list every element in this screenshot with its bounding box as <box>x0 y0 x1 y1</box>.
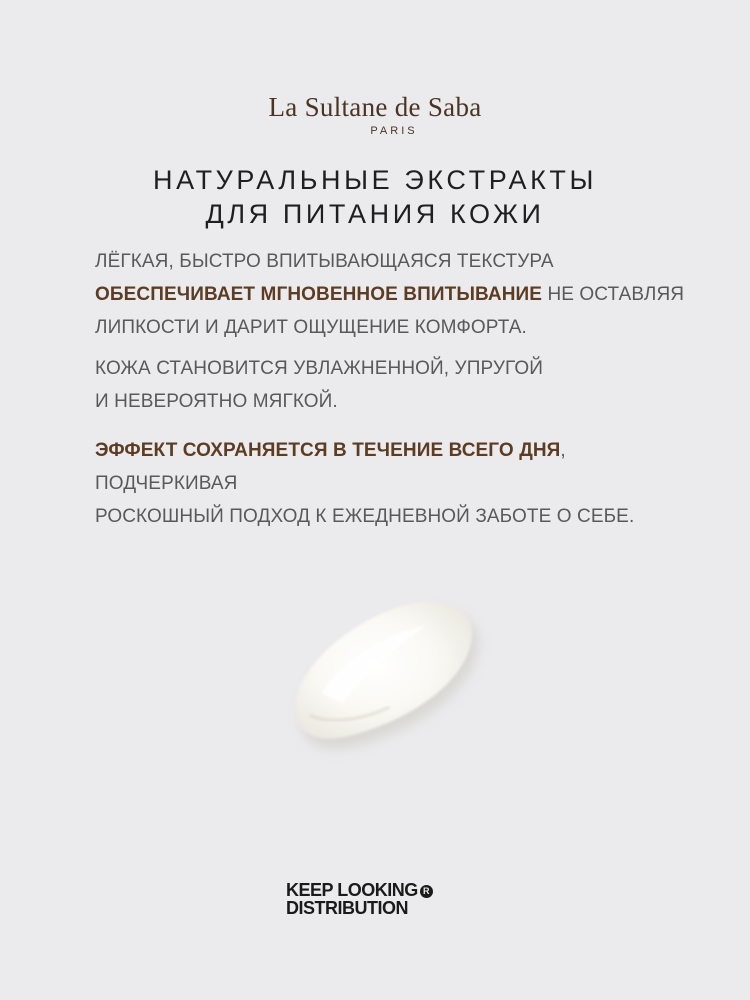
brand-name: La Sultane de Saba <box>268 92 482 122</box>
paragraph-line: И НЕВЕРОЯТНО МЯГКОЙ. <box>95 391 338 412</box>
distributor-logo <box>286 881 433 917</box>
paragraph-line <box>95 434 695 500</box>
paragraph-line <box>95 278 695 311</box>
paragraph-skin <box>95 352 695 418</box>
paragraph-line: ЛИПКОСТИ И ДАРИТ ОЩУЩЕНИЕ КОМФОРТА. <box>95 317 527 338</box>
paragraph-effect <box>95 434 695 533</box>
paragraph-text: НЕ ОСТАВЛЯЯ <box>542 284 685 305</box>
paragraph-line: РОСКОШНЫЙ ПОДХОД К ЕЖЕДНЕВНОЙ ЗАБОТЕ О СЕБЕ. <box>95 506 635 527</box>
distributor-name: KEEP LOOKING <box>286 880 418 900</box>
paragraph-line: ЛЁГКАЯ, БЫСТРО ВПИТЫВАЮЩАЯСЯ ТЕКСТУРА <box>95 251 554 272</box>
registered-icon: R <box>420 885 433 898</box>
headline-line-2: ДЛЯ ПИТАНИЯ КОЖИ <box>205 199 545 229</box>
paragraph-text: , ПОДЧЕРКИВАЯ <box>95 440 566 494</box>
highlight-text: ЭФФЕКТ СОХРАНЯЕТСЯ В ТЕЧЕНИЕ ВСЕГО ДНЯ <box>95 440 561 461</box>
brand-logo <box>0 92 750 137</box>
paragraph-line: КОЖА СТАНОВИТСЯ УВЛАЖНЕННОЙ, УПРУГОЙ <box>95 358 543 379</box>
distributor-line-2: DISTRIBUTION <box>286 898 408 918</box>
headline-line-1: НАТУРАЛЬНЫЕ ЭКСТРАКТЫ <box>152 165 598 195</box>
headline <box>0 163 750 231</box>
brand-city: PARIS <box>370 125 418 137</box>
highlight-text: ОБЕСПЕЧИВАЕТ МГНОВЕННОЕ ВПИТЫВАНИЕ <box>95 284 543 305</box>
distributor-line-1 <box>286 881 433 899</box>
paragraph-texture <box>95 245 695 344</box>
cream-swatch-icon <box>250 565 510 765</box>
